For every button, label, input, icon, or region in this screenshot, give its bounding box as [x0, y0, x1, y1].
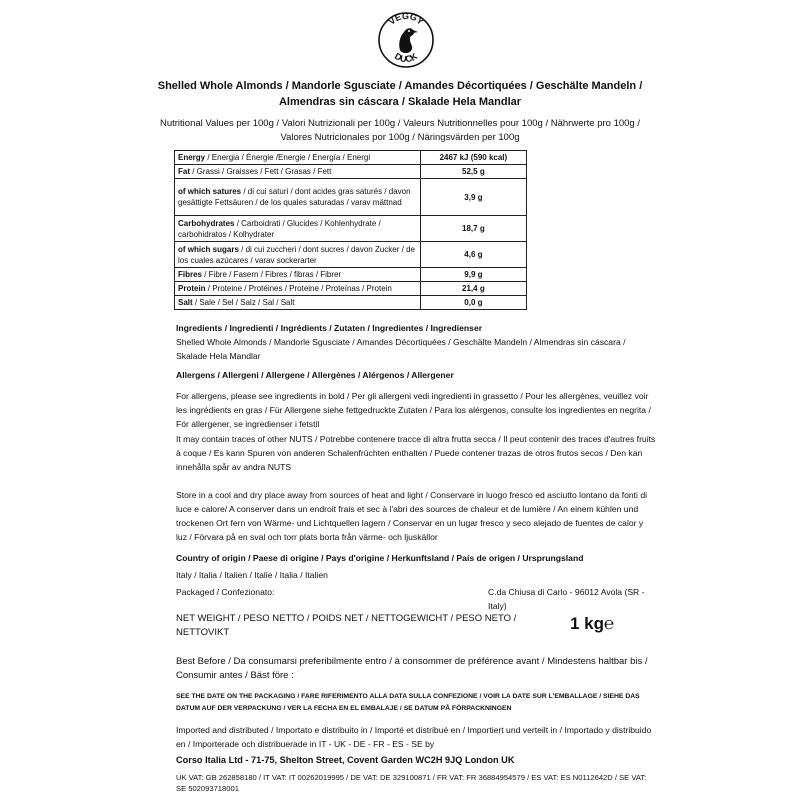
- veggy-duck-logo: [378, 2, 434, 74]
- nutrient-name: of which sugars: [178, 244, 239, 254]
- table-row: [175, 179, 527, 216]
- imported-text: Imported and distributed / Importato e distribuito in / Importé et distribué en / Importiert und verteilt in / Importado y distribuido en / Importerade och distribuerade in IT - UK - DE - FR - ES - SE by: [176, 725, 652, 749]
- nutrient-value: 18,7 g: [420, 216, 526, 242]
- allergens-heading: Allergens / Allergeni / Allergene / Allergènes / Alérgenos / Allergener: [176, 370, 454, 380]
- nutrient-value: 52,5 g: [420, 165, 526, 179]
- origin-text: Italy / Italia / Italien / Italie / Italia / Italien: [176, 570, 328, 580]
- nutrient-name: Fat: [178, 167, 190, 176]
- table-row: [175, 151, 527, 165]
- nutrient-value: 3,9 g: [420, 179, 526, 216]
- table-row: [175, 165, 527, 179]
- net-weight-label: NET WEIGHT / PESO NETTO / POIDS NET / NETTOGEWICHT / PESO NETO / NETTOVIKT: [176, 613, 517, 638]
- table-row: [175, 282, 527, 296]
- table-row: [175, 242, 527, 268]
- nutrient-translations: / Sale / Sel / Salz / Sal / Salt: [192, 298, 295, 307]
- nutrient-name: Salt: [178, 298, 193, 307]
- nutrient-translations: / Grassi / Graisses / Fett / Grasas / Fett: [190, 167, 332, 176]
- nutrient-translations: / di cui zuccheri / dont sucres / davon Zucker / de los cuales azúcares / varav sockerarter: [178, 244, 415, 265]
- nutrient-name: Fibres: [178, 270, 203, 279]
- packaged-label: Packaged / Confezionato:: [176, 587, 275, 597]
- company-address: Corso Italia Ltd - 71-75, Shelton Street, Covent Garden WC2H 9JQ London UK: [176, 755, 515, 765]
- packaged-line: [176, 585, 656, 611]
- nutrient-translations: / Fibre / Fasern / Fibres / fibras / Fibrer: [202, 270, 342, 279]
- nutrient-name: Carbohydrates: [178, 218, 235, 228]
- logo-top-text: VEGGY: [386, 10, 426, 27]
- svg-text:VEGGY: [387, 11, 426, 27]
- nutrition-subtitle: Nutritional Values per 100g / Valori Nutrizionali per 100g / Valeurs Nutritionnelles pour 100g / Nährwerte pro 100g / Valores Nutricionales por 100g / Näringsvärden per 100g: [159, 118, 640, 143]
- vat-numbers: UK VAT: GB 262858180 / IT VAT: IT 00262019995 / DE VAT: DE 329100871 / FR VAT: FR 36884954579 / ES VAT: ES N0112642D / SE VAT: SE 502093718001: [176, 773, 647, 793]
- best-before-text: Best Before / Da consumarsi preferibilmente entro / à consommer de préférence avant / Mindestens haltbar bis / Consumir antes / Bäst före :: [176, 656, 648, 681]
- product-title: Shelled Whole Almonds / Mandorle Sgusciate / Amandes Décortiquées / Geschälte Mandeln / Almendras sin cáscara / Skalade Hela Mandlar: [157, 80, 643, 108]
- nutrient-translations: / Carboidrati / Glucides / Kohlenhydrate / carbohidratos / Kolhydrater: [178, 218, 381, 239]
- nutrient-translations: / Proteine / Protéines / Proteine / Proteínas / Protein: [205, 284, 392, 293]
- ingredients-text: Shelled Whole Almonds / Mandorle Sgusciate / Amandes Décortiquées / Geschälte Mandeln / Almendras sin cáscara / Skalade Hela Mandlar: [176, 337, 626, 361]
- storage-text: Store in a cool and dry place away from sources of heat and light / Conservare in luogo fresco ed asciutto lontano da fonti di luce e calore/ A conserver dans un endroit frais et sec à l'abri des sources de chaleur et de lumière / An einem kühlen und trockenen Ort fern von Wärme- und Lichtquellen lagern / Conservar en un lugar fresco y seco alejado de fuentes de calor y luz / Förvara på en sval och torr plats borta från värme- och ljuskällor: [176, 490, 648, 542]
- origin-heading: Country of origin / Paese di origine / Pays d'origine / Herkunftsland / País de origen / Ursprungsland: [176, 553, 584, 563]
- allergens-text: For allergens, please see ingredients in bold / Per gli allergeni vedi ingredienti in grassetto / Pour les allergènes, veuillez voir les ingrédients en gras / Für Allergene siehe fettgedruckte Zutaten / Para los alérgenos, consulte los ingredientes en negrita / För allergener, se ingredienser i fetstil: [176, 391, 651, 429]
- nutrient-name: Energy: [178, 153, 206, 162]
- nutrient-value: 0,0 g: [420, 296, 526, 310]
- nutrient-value: 21,4 g: [420, 282, 526, 296]
- nutrient-value: 4,6 g: [420, 242, 526, 268]
- packaged-address: C.da Chiusa di Carlo - 96012 Avola (SR - Italy): [488, 587, 645, 611]
- nutrient-name: of which satures: [178, 187, 242, 196]
- traces-text: It may contain traces of other NUTS / Potrebbe contenere tracce di altra frutta secca / Il peut contenir des traces d'autres fruits à coque / Es kann Spuren von anderen Schalenfrüchten enthalten / Puede contener trazas de otros frutos secos / Den kan innehålla spår av andra NUTS: [176, 434, 656, 472]
- nutrient-translations: / Energia / Énergie /Energie / Energía / Energi: [205, 153, 371, 162]
- net-weight-value: 1 kg℮: [570, 614, 615, 633]
- table-row: [175, 268, 527, 282]
- date-note: SEE THE DATE ON THE PACKAGING / FARE RIFERIMENTO ALLA DATA SULLA CONFEZIONE / VOIR LA DATE SUR L'EMBALLAGE / SIEHE DAS DATUM AUF DER VERPACKUNG / VER LA FECHA EN EL EMBALAJE / SE DATUM PÅ FÖRPACKNINGEN: [176, 693, 640, 712]
- table-row: [175, 296, 527, 310]
- nutrient-value: 2467 kJ (590 kcal): [420, 151, 526, 165]
- nutrient-name: Protein: [178, 284, 206, 293]
- nutrition-table: [174, 150, 527, 310]
- nutrient-value: 9,9 g: [420, 268, 526, 282]
- nutrient-translations: / di cui saturi / dont acides gras saturés / davon gesättigte Fettsäuren / de los quales saturadas / varav mättnad: [178, 187, 411, 207]
- table-row: [175, 216, 527, 242]
- logo-bottom-text: DUCK: [392, 50, 420, 65]
- ingredients-heading: Ingredients / Ingredienti / Ingrédients / Zutaten / Ingredientes / Ingredienser: [176, 323, 483, 333]
